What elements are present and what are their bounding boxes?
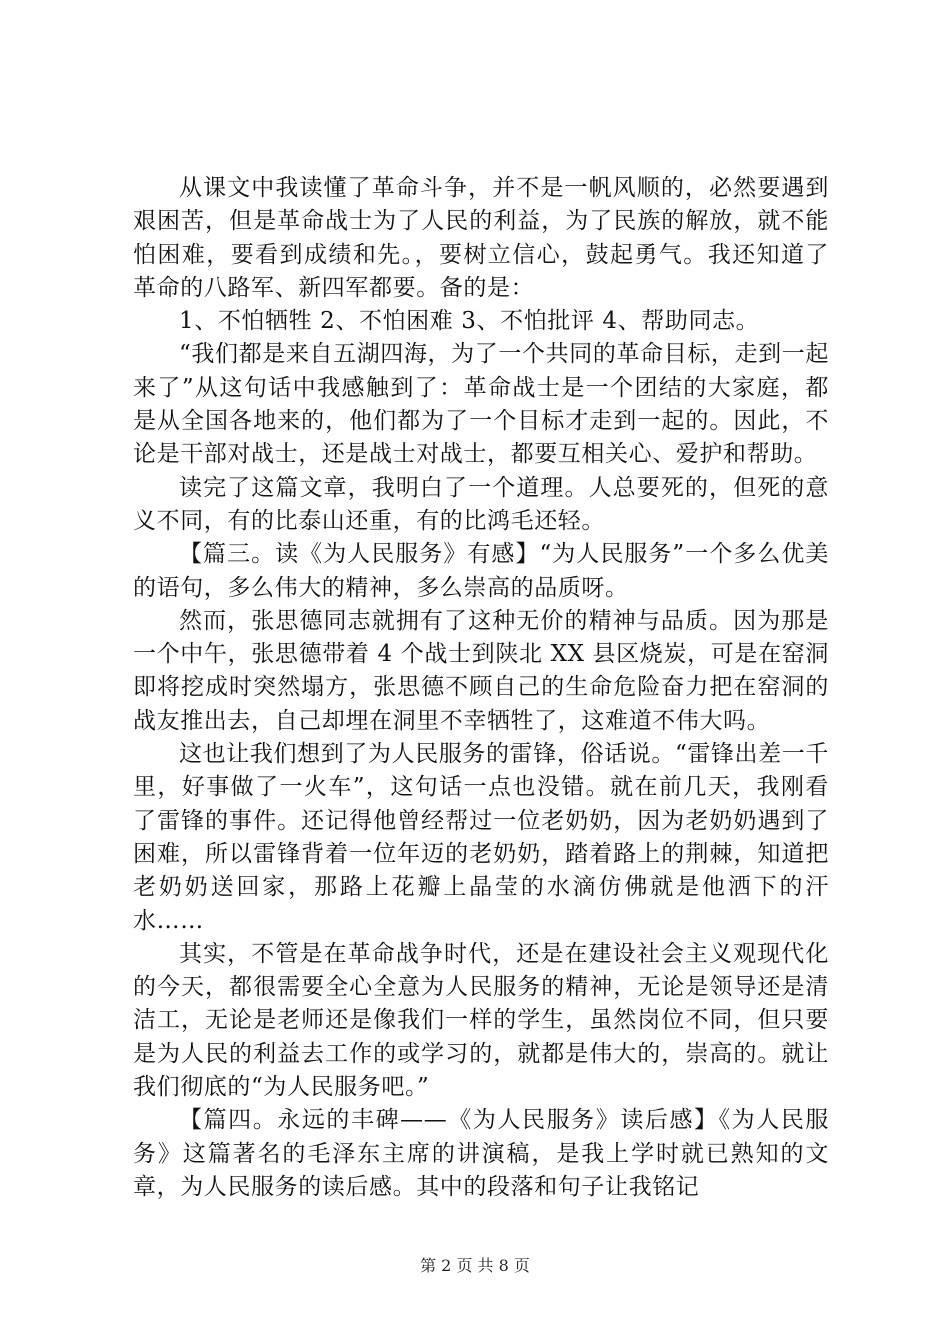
paragraph-3: “我们都是来自五湖四海，为了一个共同的革命目标，走到一起来了”从这句话中我感触到了：革命战士是一个团结的大家庭，都是从全国各地来的，他们都为了一个目标才走到一起的。因此，不论是干部对战士，还是战士对战士，都要互相关心、爱护和帮助。 <box>133 341 829 468</box>
page-footer: 第 2 页 共 8 页 <box>420 1256 530 1275</box>
body-text <box>133 172 829 1204</box>
paragraph-9-section-four: 【篇四。永远的丰碑——《为人民服务》读后感】《为人民服务》这篇著名的毛泽东主席的讲演稿，是我上学时就已熟知的文章，为人民服务的读后感。其中的段落和句子让我铭记 <box>133 1107 829 1200</box>
paragraph-5-section-three: 【篇三。读《为人民服务》有感】“为人民服务”一个多么优美的语句，多么伟大的精神，多么崇高的品质呀。 <box>133 541 829 601</box>
paragraph-1: 从课文中我读懂了革命斗争，并不是一帆风顺的，必然要遇到艰困苦，但是革命战士为了人民的利益，为了民族的解放，就不能怕困难，要看到成绩和先。，要树立信心，鼓起勇气。我还知道了革命的八路军、新四军都要。备的是： <box>133 175 829 301</box>
paragraph-4: 读完了这篇文章，我明白了一个道理。人总要死的，但死的意义不同，有的比泰山还重，有的比鸿毛还轻。 <box>133 474 829 534</box>
paragraph-2-list: 1、不怕牺牲 2、不怕困难 3、不怕批评 4、帮助同志。 <box>179 308 760 335</box>
paragraph-8: 其实，不管是在革命战争时代，还是在建设社会主义观现代化的今天，都很需要全心全意为人民服务的精神，无论是领导还是清洁工，无论是老师还是像我们一样的学生，虽然岗位不同，但只要是为人民的利益去工作的或学习的，就都是伟大的，崇高的。就让我们彻底的“为人民服务吧。” <box>133 940 829 1101</box>
paragraph-7: 这也让我们想到了为人民服务的雷锋，俗话说。“雷锋出差一千里，好事做了一火车”，这句话一点也没错。就在前几天，我刚看了雷锋的事件。还记得他曾经帮过一位老奶奶，因为老奶奶遇到了困难，所以雷锋背着一位年迈的老奶奶，踏着路上的荆棘，知道把老奶奶送回家，那路上花瓣上晶莹的水滴仿佛就是他洒下的汗水…… <box>133 741 829 934</box>
paragraph-6: 然而，张思德同志就拥有了这种无价的精神与品质。因为那是一个中午，张思德带着 4 个战士到陕北 XX 县区烧炭，可是在窑洞即将挖成时突然塌方，张思德不顾自己的生命危险奋力把在窑洞的战友推出去，自己却埋在洞里不幸牺牲了，这难道不伟大吗。 <box>133 607 829 734</box>
